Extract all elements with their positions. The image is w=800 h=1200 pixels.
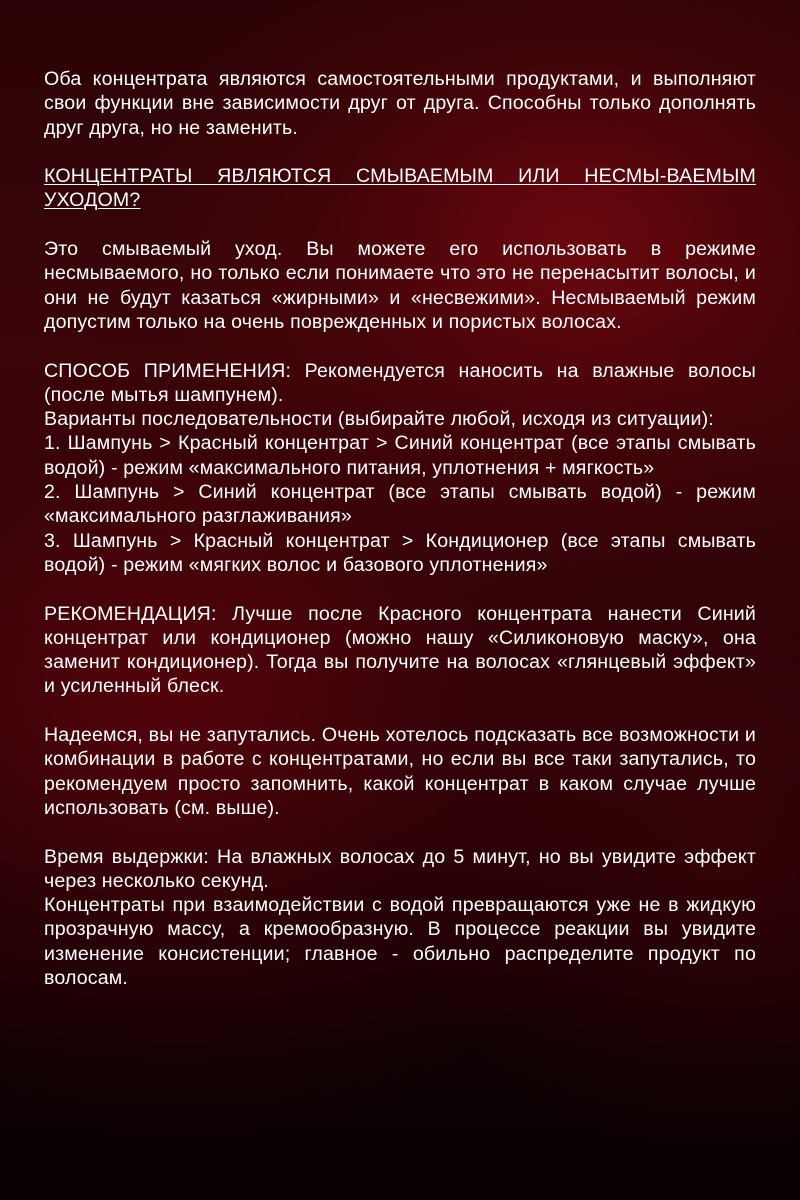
recommendation-paragraph: РЕКОМЕНДАЦИЯ: Лучше после Красного концентрата нанести Синий концентрат или кондиционер (можно нашу «Силиконовую маску», она заменит кондиционер). Тогда вы получите на волосах «глянцевый эффект» и усиленный блеск. <box>44 602 756 698</box>
variant-item-1: 1. Шампунь > Красный концентрат > Синий концентрат (все этапы смывать водой) - режим «максимального питания, уплотнения + мягкость» <box>44 432 756 479</box>
faq-heading: КОНЦЕНТРАТЫ ЯВЛЯЮТСЯ СМЫВАЕМЫМ ИЛИ НЕСМЫ-ВАЕМЫМ УХОДОМ? <box>44 165 756 212</box>
faq-answer-paragraph: Это смываемый уход. Вы можете его использовать в режиме несмываемого, но только если понимаете что это не перенасытит волосы, и они не будут казаться «жирными» и «несвежими». Несмываемый режим допустим только на очень поврежденных и пористых волосах. <box>44 238 756 333</box>
closing-paragraph: Надеемся, вы не запутались. Очень хотелось подсказать все возможности и комбинации в работе с концентратами, но если вы все таки запутались, то рекомендуем просто запомнить, какой концентрат в каком случае лучше использовать (см. выше). <box>44 724 756 819</box>
variants-intro: Варианты последовательности (выбирайте любой, исходя из ситуации): <box>44 408 714 431</box>
application-paragraph: СПОСОБ ПРИМЕНЕНИЯ: Рекомендуется наносить на влажные волосы (после мытья шампунем). <box>44 359 756 406</box>
variant-item-2: 2. Шампунь > Синий концентрат (все этапы смывать водой) - режим «максимального разглаживания» <box>44 481 756 528</box>
intro-paragraph: Оба концентрата являются самостоятельными продуктами, и выполняют свои функции вне зависимости друг от друга. Способны только дополнять друг друга, но не заменить. <box>44 68 756 139</box>
text-content <box>44 67 756 990</box>
reaction-paragraph: Концентраты при взаимодействии с водой превращаются уже не в жидкую прозрачную массу, а кремообразную. В процессе реакции вы увидите изменение консистенции; главное - обильно распределите продукт по волосам. <box>44 894 756 989</box>
variant-item-3: 3. Шампунь > Красный концентрат > Кондиционер (все этапы смывать водой) - режим «мягких волос и базового уплотнения» <box>44 529 756 576</box>
exposure-time-paragraph: Время выдержки: На влажных волосах до 5 минут, но вы увидите эффект через несколько секунд. <box>44 845 756 892</box>
